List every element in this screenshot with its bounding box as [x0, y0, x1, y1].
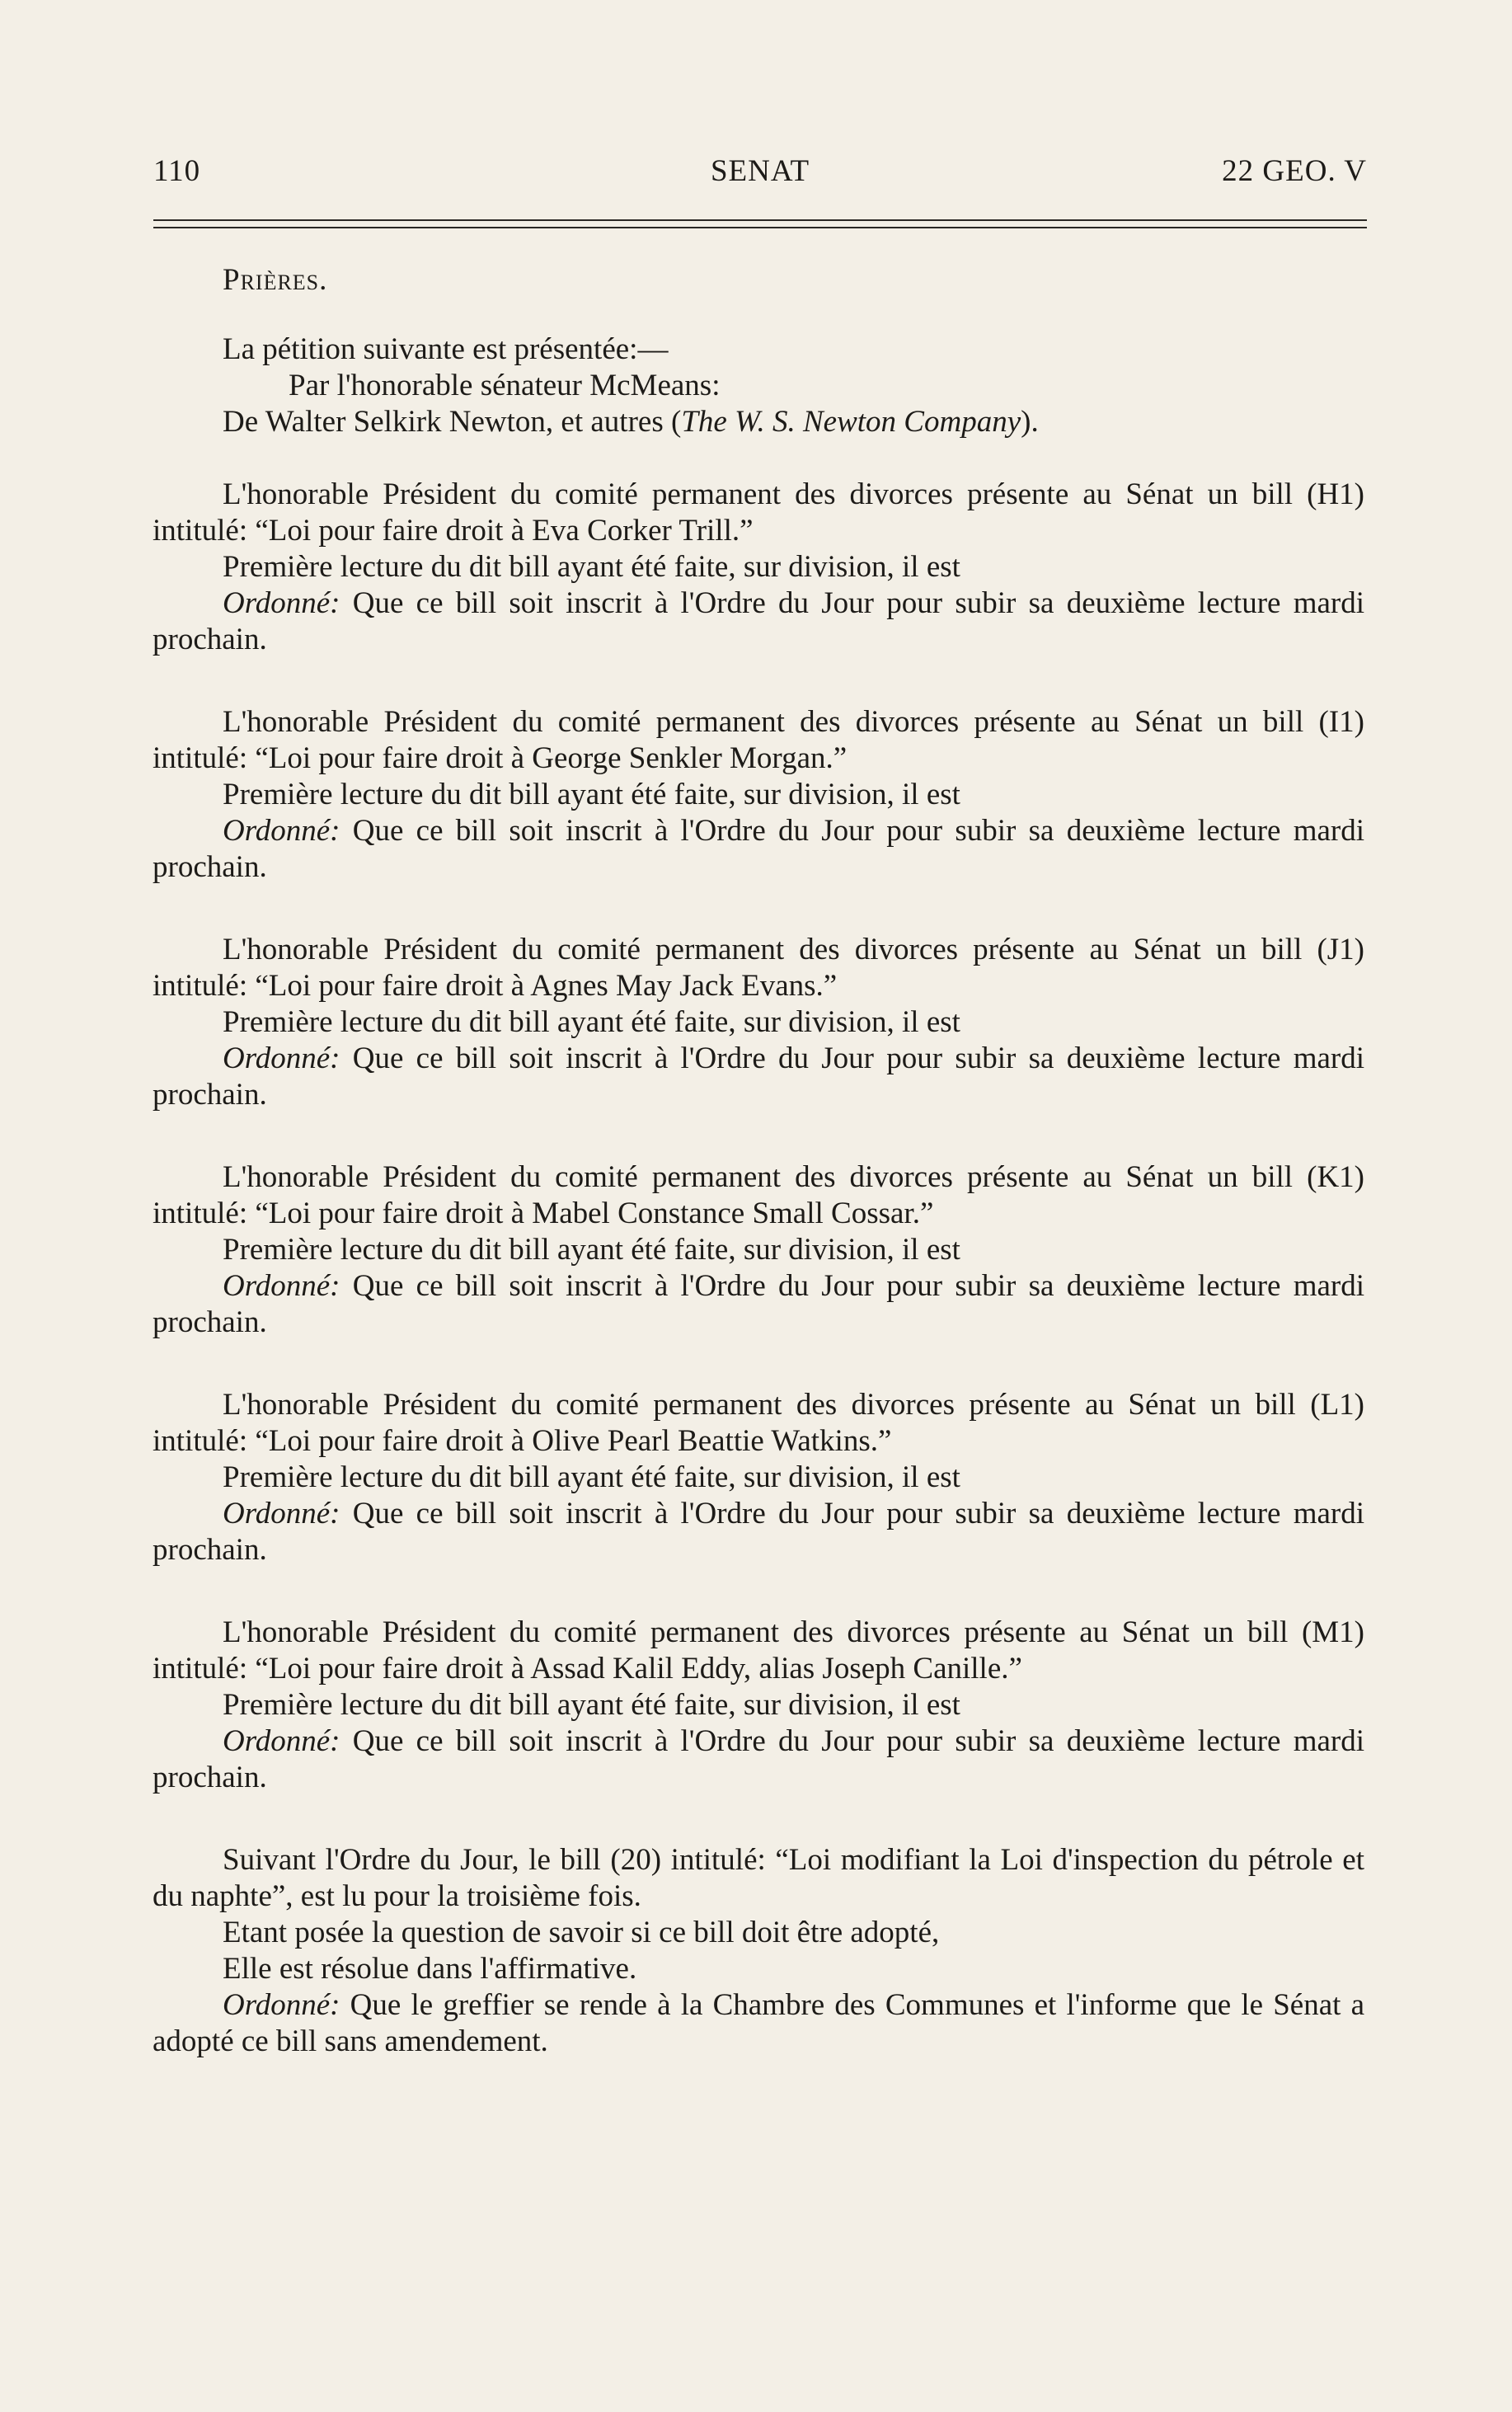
bill-intro: L'honorable Président du comité permanent des divorces présente au Sénat un bill (L1) intitulé: “Loi pour faire droit à Olive Pearl Beattie Watkins.” [153, 1388, 1364, 1458]
bill-first-reading: Première lecture du dit bill ayant été faite, sur division, il est [223, 1460, 960, 1494]
petition-intro: La pétition suivante est présentée:— [223, 332, 669, 366]
bill-entry [153, 1159, 1364, 1341]
third-reading-order-text: Que le greffier se rende à la Chambre des Communes et l'informe que le Sénat a adopté ce bill sans amendement. [153, 1988, 1364, 2058]
bill-order-text: Que ce bill soit inscrit à l'Ordre du Jour pour subir sa deuxième lecture mardi prochain. [153, 1724, 1364, 1794]
bill-order [153, 1041, 1364, 1113]
ordonne-label: Ordonné: [223, 1497, 340, 1530]
ordonne-label: Ordonné: [223, 1724, 340, 1758]
petition-from [153, 404, 1364, 440]
third-reading-intro: Suivant l'Ordre du Jour, le bill (20) intitulé: “Loi modifiant la Loi d'inspection du pétrole et du naphte”, est lu pour la troisième fois. [153, 1843, 1364, 1913]
bill-intro: L'honorable Président du comité permanent des divorces présente au Sénat un bill (J1) intitulé: “Loi pour faire droit à Agnes May Jack Evans.” [153, 933, 1364, 1003]
petition-company: The W. S. Newton Company [681, 405, 1021, 439]
bill-first-reading: Première lecture du dit bill ayant été faite, sur division, il est [223, 550, 960, 584]
third-reading-entry [153, 1842, 1364, 2060]
bill-order [153, 1268, 1364, 1341]
bill-order [153, 1723, 1364, 1796]
bill-order [153, 813, 1364, 886]
bill-entry [153, 932, 1364, 1113]
page-number: 110 [153, 154, 201, 188]
ordonne-label: Ordonné: [223, 1269, 340, 1303]
bill-entry [153, 704, 1364, 886]
petition-from-suffix: ). [1021, 405, 1039, 439]
bill-order-text: Que ce bill soit inscrit à l'Ordre du Jour pour subir sa deuxième lecture mardi prochain. [153, 586, 1364, 656]
page-title: SENAT [710, 154, 810, 188]
bill-first-reading: Première lecture du dit bill ayant été faite, sur division, il est [223, 1005, 960, 1039]
bill-order-text: Que ce bill soit inscrit à l'Ordre du Jour pour subir sa deuxième lecture mardi prochain. [153, 1041, 1364, 1112]
bill-first-reading: Première lecture du dit bill ayant été faite, sur division, il est [223, 1233, 960, 1267]
bill-intro: L'honorable Président du comité permanent des divorces présente au Sénat un bill (K1) intitulé: “Loi pour faire droit à Mabel Constance Small Cossar.” [153, 1160, 1364, 1230]
running-head [153, 153, 1367, 195]
ordonne-label: Ordonné: [223, 586, 340, 620]
bill-order-text: Que ce bill soit inscrit à l'Ordre du Jour pour subir sa deuxième lecture mardi prochain. [153, 814, 1364, 884]
bill-intro: L'honorable Président du comité permanent des divorces présente au Sénat un bill (I1) intitulé: “Loi pour faire droit à George Senkler Morgan.” [153, 705, 1364, 775]
prieres-heading: Prières. [223, 263, 328, 297]
journal-body [153, 262, 1364, 2060]
ordonne-label: Ordonné: [223, 1041, 340, 1075]
session-label: 22 GEO. V [1222, 154, 1367, 188]
ordonne-label: Ordonné: [223, 1988, 340, 2022]
ordonne-label: Ordonné: [223, 814, 340, 848]
third-reading-resolved: Elle est résolue dans l'affirmative. [223, 1952, 637, 1986]
bill-entry [153, 1387, 1364, 1568]
third-reading-question: Etant posée la question de savoir si ce bill doit être adopté, [223, 1916, 940, 1949]
petition-by: Par l'honorable sénateur McMeans: [289, 369, 721, 402]
bill-first-reading: Première lecture du dit bill ayant été faite, sur division, il est [223, 778, 960, 811]
third-reading-order [153, 1987, 1364, 2060]
bill-order [153, 1496, 1364, 1568]
bill-order-text: Que ce bill soit inscrit à l'Ordre du Jour pour subir sa deuxième lecture mardi prochain. [153, 1269, 1364, 1339]
bill-entry [153, 477, 1364, 658]
bill-intro: L'honorable Président du comité permanent des divorces présente au Sénat un bill (H1) intitulé: “Loi pour faire droit à Eva Corker Trill.” [153, 477, 1364, 548]
petition-from-prefix: De Walter Selkirk Newton, et autres ( [223, 405, 682, 439]
bill-order-text: Que ce bill soit inscrit à l'Ordre du Jour pour subir sa deuxième lecture mardi prochain. [153, 1497, 1364, 1567]
bill-intro: L'honorable Président du comité permanent des divorces présente au Sénat un bill (M1) intitulé: “Loi pour faire droit à Assad Kalil Eddy, alias Joseph Canille.” [153, 1615, 1364, 1686]
header-double-rule [153, 219, 1367, 228]
bill-order [153, 585, 1364, 658]
bill-entry [153, 1615, 1364, 1796]
bill-first-reading: Première lecture du dit bill ayant été faite, sur division, il est [223, 1688, 960, 1722]
